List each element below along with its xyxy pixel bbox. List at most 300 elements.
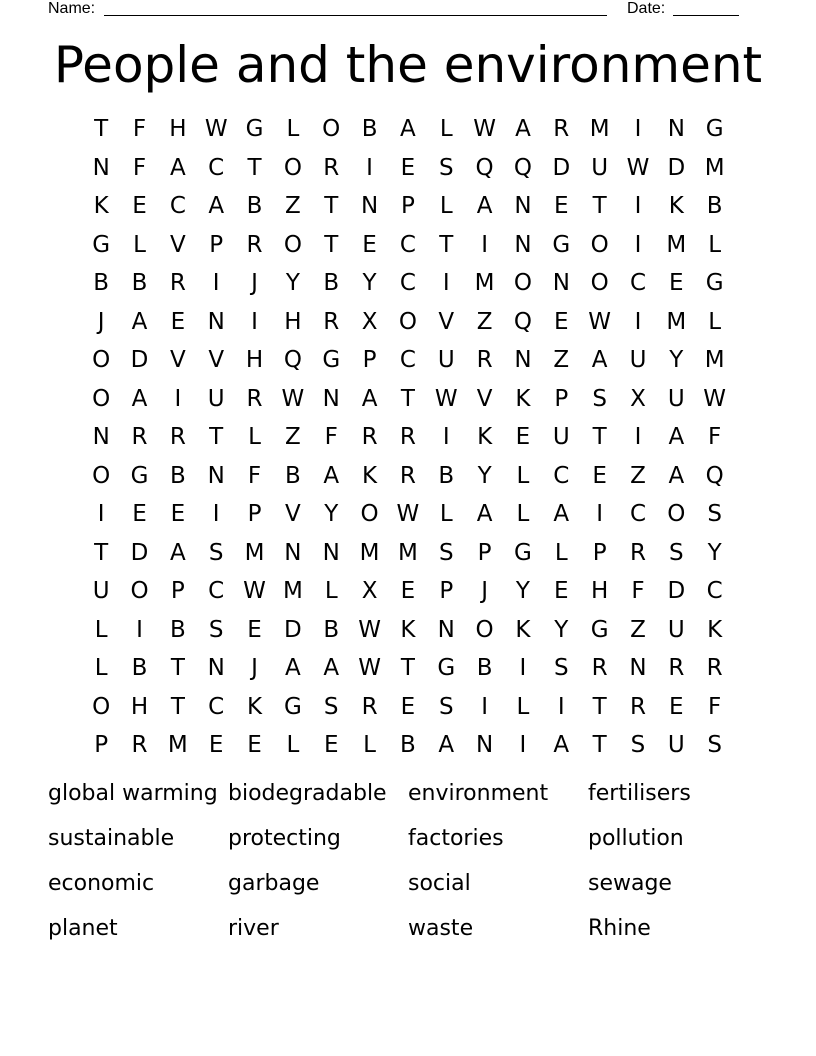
grid-letter: V xyxy=(476,385,493,412)
worksheet-header xyxy=(48,0,748,20)
grid-letter: I xyxy=(366,154,373,181)
grid-letter: P xyxy=(400,193,415,220)
grid-letter: N xyxy=(92,424,110,451)
grid-letter: P xyxy=(209,231,224,258)
grid-letter: E xyxy=(400,154,416,181)
grid-letter: N xyxy=(629,655,647,682)
grid-letter: I xyxy=(136,616,143,643)
grid-letter: Y xyxy=(362,270,377,297)
grid-letter: N xyxy=(667,116,685,143)
grid-letter: F xyxy=(132,154,147,181)
grid-letter: V xyxy=(285,501,301,528)
grid-letter: L xyxy=(363,732,376,759)
grid-letter: U xyxy=(629,347,647,374)
grid-letter: N xyxy=(207,462,225,489)
grid-letter: M xyxy=(474,270,495,297)
grid-letter: O xyxy=(360,501,379,528)
grid-letter: L xyxy=(708,308,722,335)
grid-letter: R xyxy=(399,462,416,489)
grid-letter: W xyxy=(358,655,381,682)
grid-letter: L xyxy=(516,501,530,528)
grid-letter: N xyxy=(514,193,532,220)
word-list-item: river xyxy=(228,916,279,941)
grid-letter: S xyxy=(669,539,684,566)
grid-letter: P xyxy=(592,539,607,566)
grid-letter: M xyxy=(666,231,687,258)
grid-letter: R xyxy=(476,347,493,374)
grid-letter: N xyxy=(360,193,379,220)
grid-letter: C xyxy=(629,501,647,528)
grid-row xyxy=(82,149,734,188)
grid-letter: M xyxy=(282,578,303,605)
grid-letter: M xyxy=(666,308,687,335)
grid-letter: Y xyxy=(515,578,530,605)
grid-letter: A xyxy=(169,154,186,181)
grid-letter: F xyxy=(708,424,722,451)
grid-letter: G xyxy=(705,270,724,297)
grid-row xyxy=(82,572,734,611)
grid-letter: N xyxy=(476,732,494,759)
grid-letter: Y xyxy=(324,501,339,528)
word-list-item: biodegradable xyxy=(228,781,387,806)
grid-letter: Z xyxy=(285,193,301,220)
grid-letter: W xyxy=(358,616,381,643)
grid-letter: V xyxy=(208,347,225,374)
grid-letter: D xyxy=(552,154,571,181)
grid-letter: N xyxy=(514,231,532,258)
grid-letter: K xyxy=(400,616,416,643)
grid-letter: O xyxy=(130,578,149,605)
grid-letter: A xyxy=(668,424,685,451)
grid-letter: I xyxy=(97,501,105,528)
grid-letter: I xyxy=(174,385,182,412)
grid-letter: O xyxy=(513,270,532,297)
grid-letter: D xyxy=(667,154,686,181)
grid-letter: W xyxy=(243,578,266,605)
grid-letter: T xyxy=(94,116,109,143)
word-list-item: Rhine xyxy=(588,916,651,941)
grid-letter: C xyxy=(208,154,225,181)
grid-row xyxy=(82,418,734,457)
grid-letter: E xyxy=(323,732,339,759)
word-list-item: planet xyxy=(48,916,118,941)
grid-letter: T xyxy=(592,193,607,220)
grid-letter: O xyxy=(283,154,302,181)
grid-letter: C xyxy=(169,193,186,220)
grid-letter: B xyxy=(131,655,148,682)
grid-letter: S xyxy=(630,732,646,759)
grid-letter: J xyxy=(481,578,488,605)
grid-letter: I xyxy=(596,501,604,528)
grid-letter: L xyxy=(516,462,530,489)
grid-letter: U xyxy=(552,424,570,451)
grid-letter: G xyxy=(322,347,341,374)
grid-letter: Y xyxy=(285,270,300,297)
grid-letter: N xyxy=(322,539,340,566)
grid-row xyxy=(82,187,734,226)
grid-letter: A xyxy=(400,116,416,143)
grid-letter: R xyxy=(361,424,378,451)
grid-letter: J xyxy=(97,308,105,335)
grid-letter: R xyxy=(246,385,263,412)
grid-letter: A xyxy=(668,462,685,489)
grid-letter: T xyxy=(170,693,185,720)
word-list-item: pollution xyxy=(588,826,684,851)
grid-letter: T xyxy=(592,732,607,759)
grid-letter: W xyxy=(626,154,650,181)
word-list-item: waste xyxy=(408,916,474,941)
grid-letter: O xyxy=(92,347,111,374)
grid-letter: N xyxy=(92,154,110,181)
grid-letter: L xyxy=(516,693,530,720)
grid-letter: L xyxy=(248,424,261,451)
grid-letter: E xyxy=(400,693,416,720)
grid-letter: E xyxy=(247,732,262,759)
grid-letter: S xyxy=(323,693,339,720)
grid-letter: O xyxy=(283,231,302,258)
grid-letter: G xyxy=(92,231,111,258)
grid-letter: L xyxy=(439,501,453,528)
grid-letter: L xyxy=(708,231,722,258)
grid-letter: L xyxy=(133,231,146,258)
word-list-item: protecting xyxy=(228,826,341,851)
grid-letter: F xyxy=(631,578,645,605)
grid-letter: X xyxy=(361,578,378,605)
grid-row xyxy=(82,110,734,149)
grid-letter: R xyxy=(131,732,148,759)
grid-letter: P xyxy=(554,385,569,412)
grid-letter: H xyxy=(590,578,609,605)
grid-letter: T xyxy=(209,424,224,451)
grid-letter: L xyxy=(324,578,338,605)
grid-letter: K xyxy=(477,424,493,451)
word-list-item: global warming xyxy=(48,781,218,806)
grid-letter: O xyxy=(475,616,494,643)
grid-letter: R xyxy=(629,539,646,566)
grid-letter: G xyxy=(437,655,456,682)
grid-letter: F xyxy=(708,693,722,720)
grid-letter: O xyxy=(322,116,341,143)
grid-letter: I xyxy=(442,270,450,297)
grid-letter: U xyxy=(667,385,685,412)
grid-letter: W xyxy=(434,385,458,412)
grid-letter: U xyxy=(667,616,685,643)
grid-letter: Q xyxy=(475,154,494,181)
grid-letter: R xyxy=(629,693,646,720)
grid-letter: C xyxy=(399,231,416,258)
grid-letter: O xyxy=(590,231,609,258)
grid-letter: E xyxy=(132,193,147,220)
grid-letter: A xyxy=(438,732,455,759)
grid-letter: D xyxy=(130,347,149,374)
grid-letter: Y xyxy=(554,616,569,643)
grid-letter: M xyxy=(704,154,725,181)
grid-letter: N xyxy=(437,616,455,643)
grid-letter: B xyxy=(169,462,186,489)
grid-letter: E xyxy=(132,501,147,528)
grid-letter: O xyxy=(92,462,111,489)
grid-letter: B xyxy=(246,193,263,220)
grid-letter: K xyxy=(515,616,531,643)
grid-letter: Q xyxy=(705,462,724,489)
date-blank-line xyxy=(673,15,739,16)
grid-letter: P xyxy=(247,501,262,528)
grid-letter: L xyxy=(554,539,568,566)
grid-letter: T xyxy=(247,154,262,181)
grid-letter: U xyxy=(92,578,110,605)
grid-letter: P xyxy=(94,732,109,759)
grid-letter: X xyxy=(361,308,378,335)
grid-letter: E xyxy=(554,308,569,335)
grid-letter: R xyxy=(591,655,608,682)
grid-letter: D xyxy=(130,539,149,566)
grid-letter: B xyxy=(476,655,493,682)
grid-letter: U xyxy=(667,732,685,759)
grid-letter: B xyxy=(400,732,416,759)
grid-letter: W xyxy=(281,385,305,412)
grid-letter: J xyxy=(251,655,258,682)
grid-letter: G xyxy=(705,116,724,143)
word-list-item: environment xyxy=(408,781,549,806)
grid-letter: I xyxy=(634,116,642,143)
grid-letter: L xyxy=(94,655,108,682)
grid-letter: A xyxy=(169,539,186,566)
grid-letter: K xyxy=(362,462,378,489)
grid-letter: R xyxy=(131,424,148,451)
grid-letter: Z xyxy=(630,616,646,643)
name-label: Name: xyxy=(48,0,96,17)
grid-letter: E xyxy=(669,270,684,297)
grid-letter: S xyxy=(438,154,454,181)
grid-letter: C xyxy=(553,462,570,489)
grid-letter: G xyxy=(283,693,302,720)
grid-letter: D xyxy=(284,616,302,643)
grid-letter: T xyxy=(324,193,339,220)
grid-letter: I xyxy=(557,693,565,720)
grid-letter: R xyxy=(361,693,378,720)
grid-letter: L xyxy=(286,116,300,143)
grid-letter: X xyxy=(630,385,646,412)
grid-letter: A xyxy=(208,193,225,220)
grid-letter: M xyxy=(704,347,725,374)
grid-letter: R xyxy=(399,424,416,451)
letter-grid xyxy=(82,110,734,765)
grid-letter: S xyxy=(707,732,722,759)
grid-letter: U xyxy=(591,154,609,181)
grid-letter: S xyxy=(592,385,607,412)
grid-letter: E xyxy=(400,578,416,605)
grid-letter: I xyxy=(519,732,527,759)
grid-letter: C xyxy=(706,578,723,605)
grid-letter: M xyxy=(167,732,188,759)
grid-letter: G xyxy=(245,116,264,143)
date-label: Date: xyxy=(627,0,666,17)
grid-letter: I xyxy=(634,231,642,258)
grid-letter: D xyxy=(667,578,686,605)
grid-letter: H xyxy=(284,308,302,335)
grid-letter: E xyxy=(669,693,684,720)
grid-letter: L xyxy=(94,616,108,643)
grid-letter: N xyxy=(552,270,570,297)
grid-letter: C xyxy=(399,270,416,297)
grid-letter: I xyxy=(251,308,258,335)
grid-row xyxy=(82,688,734,727)
grid-row xyxy=(82,380,734,419)
word-list-item: sustainable xyxy=(48,826,175,851)
grid-letter: Z xyxy=(476,308,493,335)
grid-letter: I xyxy=(442,424,450,451)
grid-letter: I xyxy=(481,231,488,258)
grid-letter: K xyxy=(515,385,531,412)
grid-letter: B xyxy=(361,116,378,143)
grid-letter: M xyxy=(244,539,265,566)
grid-letter: S xyxy=(438,693,454,720)
grid-letter: R xyxy=(169,270,186,297)
grid-letter: I xyxy=(634,424,642,451)
name-blank-line xyxy=(104,15,607,16)
grid-letter: P xyxy=(362,347,377,374)
grid-letter: O xyxy=(398,308,417,335)
grid-letter: Z xyxy=(285,424,301,451)
grid-letter: E xyxy=(170,308,186,335)
grid-letter: E xyxy=(554,193,569,220)
grid-row xyxy=(82,534,734,573)
grid-letter: E xyxy=(170,501,186,528)
grid-letter: W xyxy=(473,116,496,143)
word-list-item: factories xyxy=(408,826,504,851)
grid-letter: B xyxy=(323,616,340,643)
grid-letter: R xyxy=(246,231,263,258)
grid-letter: N xyxy=(284,539,302,566)
grid-letter: I xyxy=(212,501,220,528)
grid-letter: L xyxy=(286,732,300,759)
grid-row xyxy=(82,649,734,688)
grid-letter: Z xyxy=(630,462,646,489)
grid-letter: S xyxy=(553,655,569,682)
grid-letter: R xyxy=(706,655,723,682)
grid-letter: A xyxy=(515,116,531,143)
word-list-item: sewage xyxy=(588,871,672,896)
grid-letter: B xyxy=(285,462,301,489)
grid-letter: Q xyxy=(513,154,532,181)
grid-letter: C xyxy=(208,578,225,605)
grid-letter: V xyxy=(438,308,455,335)
grid-letter: B xyxy=(438,462,455,489)
grid-letter: O xyxy=(92,693,111,720)
grid-letter: G xyxy=(590,616,609,643)
grid-letter: A xyxy=(553,501,570,528)
grid-letter: I xyxy=(634,193,642,220)
grid-letter: T xyxy=(439,231,454,258)
grid-letter: E xyxy=(515,424,531,451)
grid-letter: W xyxy=(588,308,612,335)
grid-letter: A xyxy=(476,501,493,528)
grid-letter: C xyxy=(208,693,225,720)
grid-letter: A xyxy=(553,732,570,759)
grid-letter: S xyxy=(208,616,224,643)
grid-letter: R xyxy=(323,154,340,181)
grid-letter: A xyxy=(476,193,493,220)
grid-letter: M xyxy=(397,539,418,566)
grid-letter: T xyxy=(400,655,415,682)
grid-letter: A xyxy=(323,655,340,682)
grid-letter: A xyxy=(131,308,148,335)
grid-row xyxy=(82,303,734,342)
grid-letter: E xyxy=(592,462,607,489)
grid-letter: A xyxy=(131,385,148,412)
grid-letter: Q xyxy=(283,347,302,374)
grid-letter: U xyxy=(437,347,455,374)
grid-row xyxy=(82,457,734,496)
grid-letter: Y xyxy=(707,539,722,566)
grid-letter: A xyxy=(285,655,301,682)
grid-letter: N xyxy=(322,385,340,412)
grid-letter: L xyxy=(439,116,453,143)
grid-row xyxy=(82,264,734,303)
grid-letter: H xyxy=(245,347,264,374)
grid-row xyxy=(82,226,734,265)
grid-letter: W xyxy=(396,501,420,528)
grid-letter: O xyxy=(667,501,686,528)
grid-letter: T xyxy=(592,424,607,451)
grid-letter: Q xyxy=(513,308,532,335)
grid-letter: A xyxy=(591,347,608,374)
grid-letter: Y xyxy=(669,347,684,374)
grid-letter: R xyxy=(668,655,685,682)
grid-letter: C xyxy=(399,347,416,374)
grid-letter: N xyxy=(514,347,532,374)
grid-letter: Y xyxy=(477,462,492,489)
grid-letter: O xyxy=(92,385,111,412)
grid-letter: F xyxy=(247,462,262,489)
grid-row xyxy=(82,611,734,650)
grid-letter: F xyxy=(324,424,338,451)
grid-letter: R xyxy=(323,308,340,335)
grid-letter: C xyxy=(629,270,647,297)
grid-letter: W xyxy=(204,116,228,143)
grid-letter: P xyxy=(477,539,492,566)
grid-letter: G xyxy=(130,462,149,489)
grid-letter: W xyxy=(703,385,727,412)
grid-letter: E xyxy=(554,578,569,605)
grid-letter: E xyxy=(247,616,262,643)
grid-letter: J xyxy=(251,270,258,297)
grid-letter: K xyxy=(707,616,723,643)
grid-letter: T xyxy=(170,655,185,682)
grid-letter: H xyxy=(169,116,187,143)
grid-letter: B xyxy=(323,270,340,297)
grid-letter: T xyxy=(94,539,109,566)
grid-letter: E xyxy=(362,231,377,258)
grid-row xyxy=(82,726,734,765)
grid-letter: N xyxy=(207,308,225,335)
grid-letter: Z xyxy=(553,347,570,374)
grid-letter: P xyxy=(439,578,454,605)
grid-letter: V xyxy=(169,231,186,258)
grid-letter: K xyxy=(93,193,109,220)
grid-letter: R xyxy=(553,116,570,143)
grid-letter: G xyxy=(514,539,532,566)
page-title: People and the environment xyxy=(53,36,763,94)
grid-letter: R xyxy=(169,424,186,451)
grid-letter: K xyxy=(668,193,684,220)
word-list-item: fertilisers xyxy=(588,781,691,806)
grid-letter: K xyxy=(247,693,263,720)
grid-letter: S xyxy=(438,539,454,566)
grid-letter: A xyxy=(323,462,340,489)
grid-letter: B xyxy=(131,270,148,297)
grid-letter: I xyxy=(519,655,527,682)
